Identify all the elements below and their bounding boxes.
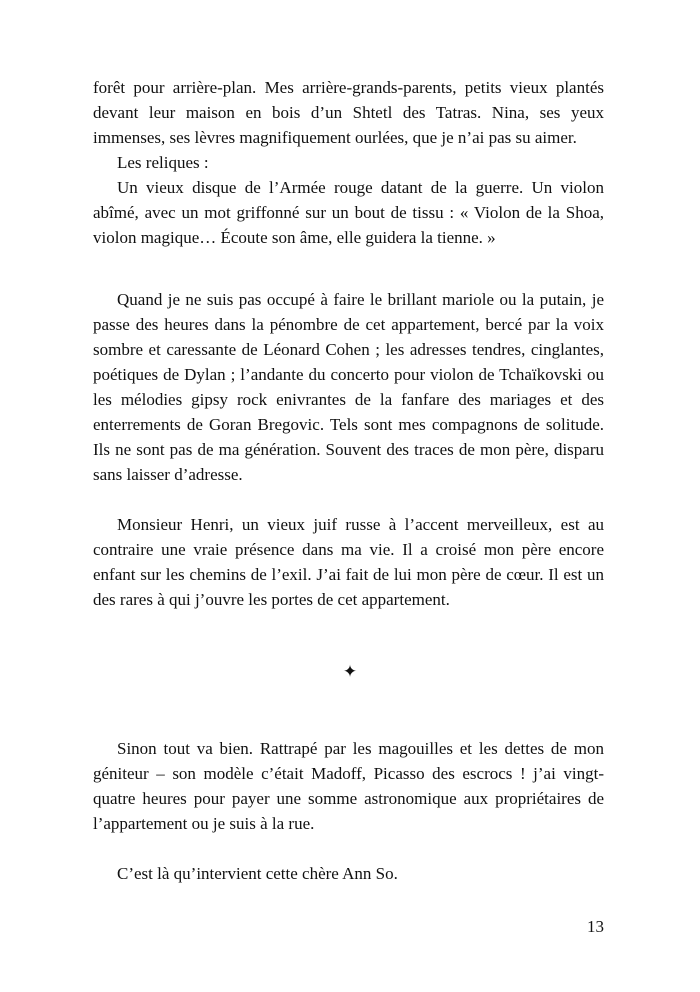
paragraph-relics: Un vieux disque de l’Armée rouge datant de la guerre. Un violon abîmé, avec un mot griffonné sur un bout de tissu : « Violon de la Shoa, violon magique… Écoute son âme, elle guidera la tienne. » bbox=[93, 178, 604, 247]
text-block-ann-so bbox=[93, 861, 604, 886]
text-block-debts bbox=[93, 736, 604, 836]
paragraph-music: Quand je ne suis pas occupé à faire le brillant mariole ou la putain, je passe des heures dans la pénombre de cet appartement, bercé par la voix sombre et caressante de Léonard Cohen ; les adresses tendres, cinglantes, poétiques de Dylan ; l’andante du concerto pour violon de Tchaïkovski ou les mélodies gipsy rock enivrantes de la fanfare des mariages et des enterrements de Goran Bregovic. Tels sont mes compagnons de solitude. Ils ne sont pas de ma génération. Souvent des traces de mon père, disparu sans laisser d’adresse. bbox=[93, 290, 604, 484]
page-number: 13 bbox=[587, 917, 604, 936]
section-break-ornament-icon: ✦ bbox=[342, 662, 358, 681]
text-block-music bbox=[93, 287, 604, 487]
paragraph-debts: Sinon tout va bien. Rattrapé par les magouilles et les dettes de mon géniteur – son modèle c’était Madoff, Picasso des escrocs ! j’ai vingt-quatre heures pour payer une somme astronomique aux propriétaires de l’appartement ou je suis à la rue. bbox=[93, 739, 604, 833]
paragraph-relics-heading: Les reliques : bbox=[117, 153, 209, 172]
paragraph-continuation: forêt pour arrière-plan. Mes arrière-grands-parents, petits vieux plantés devant leur maison en bois d’un Shtetl des Tatras. Nina, ses yeux immenses, ses lèvres magnifiquement ourlées, que je n’ai pas su aimer. bbox=[93, 78, 604, 147]
paragraph-henri: Monsieur Henri, un vieux juif russe à l’accent merveilleux, est au contraire une vraie présence dans ma vie. Il a croisé mon père encore enfant sur les chemins de l’exil. J’ai fait de lui mon père de cœur. Il est un des rares à qui j’ouvre les portes de cet appartement. bbox=[93, 515, 604, 609]
paragraph-ann-so: C’est là qu’intervient cette chère Ann So. bbox=[117, 864, 398, 883]
text-block-continuation bbox=[93, 75, 604, 250]
text-block-henri bbox=[93, 512, 604, 612]
